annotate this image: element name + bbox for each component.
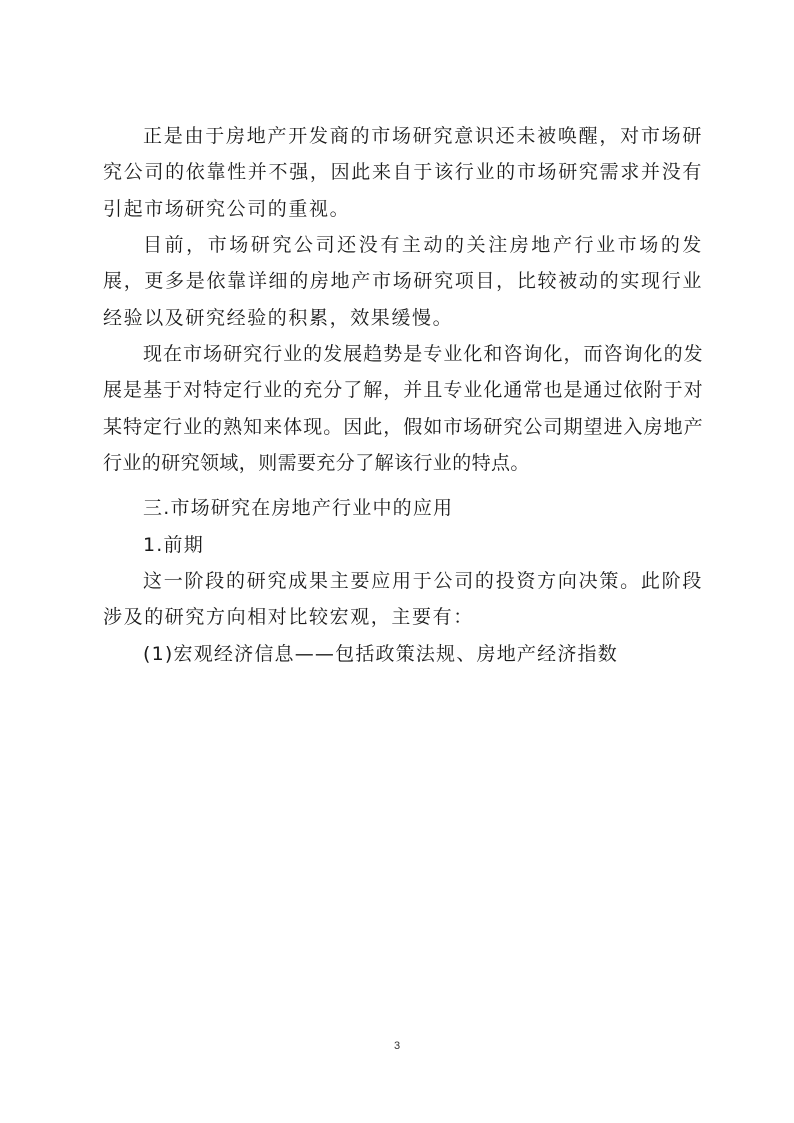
- list-item: (1)宏观经济信息——包括政策法规、房地产经济指数: [143, 643, 618, 665]
- section-heading: 三.市场研究在房地产行业中的应用: [143, 497, 454, 519]
- paragraph-1: 正是由于房地产开发商的市场研究意识还未被唤醒，对市场研究公司的依靠性并不强，因此来自于该行业的市场研究需求并没有引起市场研究公司的重视。: [103, 125, 703, 220]
- paragraph-4: 这一阶段的研究成果主要应用于公司的投资方向决策。此阶段涉及的研究方向相对比较宏观，主要有：: [103, 570, 703, 629]
- paragraph-2: 目前，市场研究公司还没有主动的关注房地产行业市场的发展，更多是依靠详细的房地产市场研究项目，比较被动的实现行业经验以及研究经验的积累，效果缓慢。: [103, 234, 703, 329]
- subsection-heading: 1.前期: [143, 534, 204, 556]
- page-number: 3: [393, 1040, 401, 1052]
- paragraph-3: 现在市场研究行业的发展趋势是专业化和咨询化，而咨询化的发展是基于对特定行业的充分了解，并且专业化通常也是通过依附于对某特定行业的熟知来体现。因此，假如市场研究公司期望进入房地产行业的研究领域，则需要充分了解该行业的特点。: [103, 343, 703, 474]
